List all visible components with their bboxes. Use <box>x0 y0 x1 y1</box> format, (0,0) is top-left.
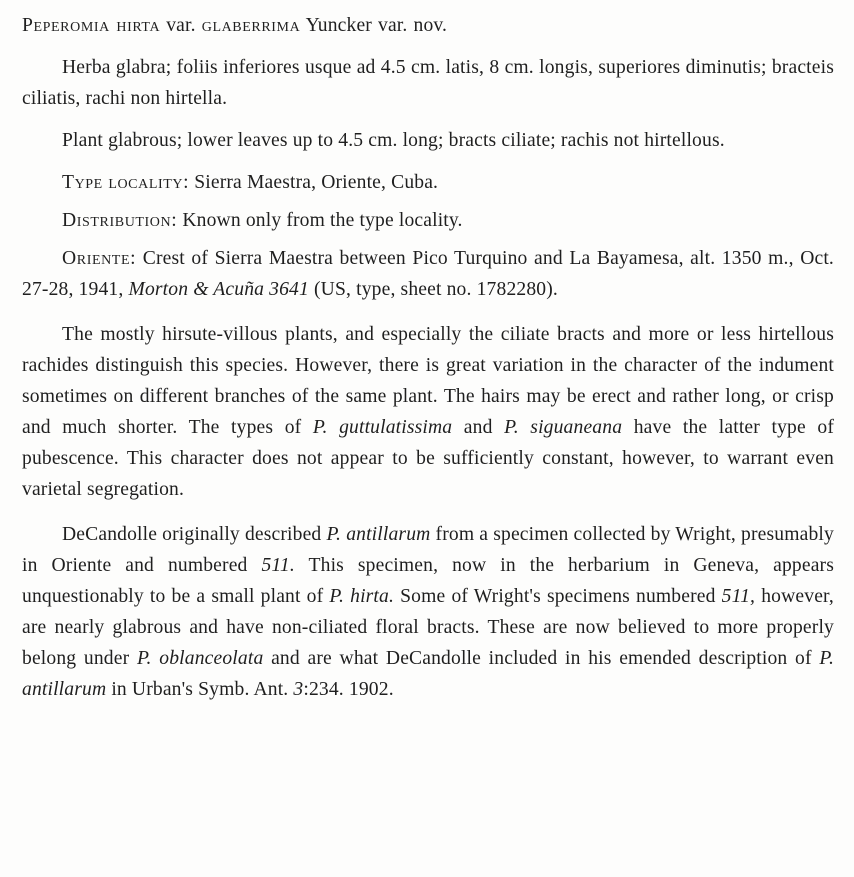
discussion-text: Some of Wright's specimens numbered <box>400 586 716 607</box>
taxon-heading <box>22 10 834 41</box>
variety-name: glaberrima <box>201 15 301 36</box>
distribution-label: Distribution: <box>62 210 178 231</box>
type-locality-text: Sierra Maestra, Oriente, Cuba. <box>194 172 439 193</box>
specimen-number: 511, <box>721 586 756 607</box>
specimen-number: 511. <box>261 555 295 576</box>
discussion-text: however, are nearly glabrous and have non-ciliated floral bracts. These are now believed to more properly belong under <box>22 586 834 669</box>
species-ref: P. hirta. <box>329 586 395 607</box>
species-ref: P. guttulatissima <box>312 417 453 438</box>
authority: Yuncker var. nov. <box>305 15 448 36</box>
species-name: Peperomia hirta <box>22 15 161 36</box>
type-locality <box>22 167 834 198</box>
discussion-paragraph-2 <box>22 519 834 705</box>
specimen-text: Crest of Sierra Maestra between Pico Turquino and La Bayamesa, alt. 1350 m., Oct. 27-28, 1941, <box>22 248 834 300</box>
specimen-label: Oriente: <box>62 248 137 269</box>
var-label: var. <box>166 15 196 36</box>
discussion-text: have the latter type of pubescence. This character does not appear to be sufficiently constant, however, to warrant even varietal segregation. <box>22 417 834 500</box>
species-ref: P. oblanceolata <box>136 648 264 669</box>
species-ref: P. antillarum <box>326 524 431 545</box>
discussion-text: The mostly hirsute-villous plants, and especially the ciliate bracts and more or less hirtellous rachides distinguish this species. However, there is great variation in the character of the indument sometimes on different branches of the same plant. The hairs may be erect and rather long, or crisp and much shorter. The types of <box>22 324 834 438</box>
discussion-paragraph-1 <box>22 319 834 505</box>
type-locality-label: Type locality: <box>62 172 190 193</box>
distribution <box>22 205 834 236</box>
species-ref: P. antillarum <box>22 648 834 700</box>
discussion-text: DeCandolle originally described <box>62 524 322 545</box>
discussion-text: :234. 1902. <box>303 679 394 700</box>
distribution-text: Known only from the type locality. <box>182 210 463 231</box>
discussion-text: and <box>463 417 493 438</box>
collector: Morton & Acuña 3641 <box>128 279 309 300</box>
specimen-citation <box>22 243 834 305</box>
specimen-herbarium: (US, type, sheet no. 1782280). <box>314 279 558 300</box>
species-ref: P. siguaneana <box>504 417 623 438</box>
latin-description: Herba glabra; foliis inferiores usque ad 4.5 cm. latis, 8 cm. longis, superiores diminutis; bracteis ciliatis, rachi non hirtella. <box>22 57 834 109</box>
discussion-text: and are what DeCandolle included in his emended description of <box>271 648 812 669</box>
discussion-text: This specimen, now in the herbarium in Geneva, appears unquestionably to be a small plant of <box>22 555 834 607</box>
discussion-text: in Urban's Symb. Ant. <box>111 679 289 700</box>
volume-number: 3 <box>293 679 304 700</box>
english-description: Plant glabrous; lower leaves up to 4.5 cm. long; bracts ciliate; rachis not hirtellous. <box>62 130 725 151</box>
discussion-text: from a specimen collected by Wright, presumably in Oriente and numbered <box>22 524 834 576</box>
